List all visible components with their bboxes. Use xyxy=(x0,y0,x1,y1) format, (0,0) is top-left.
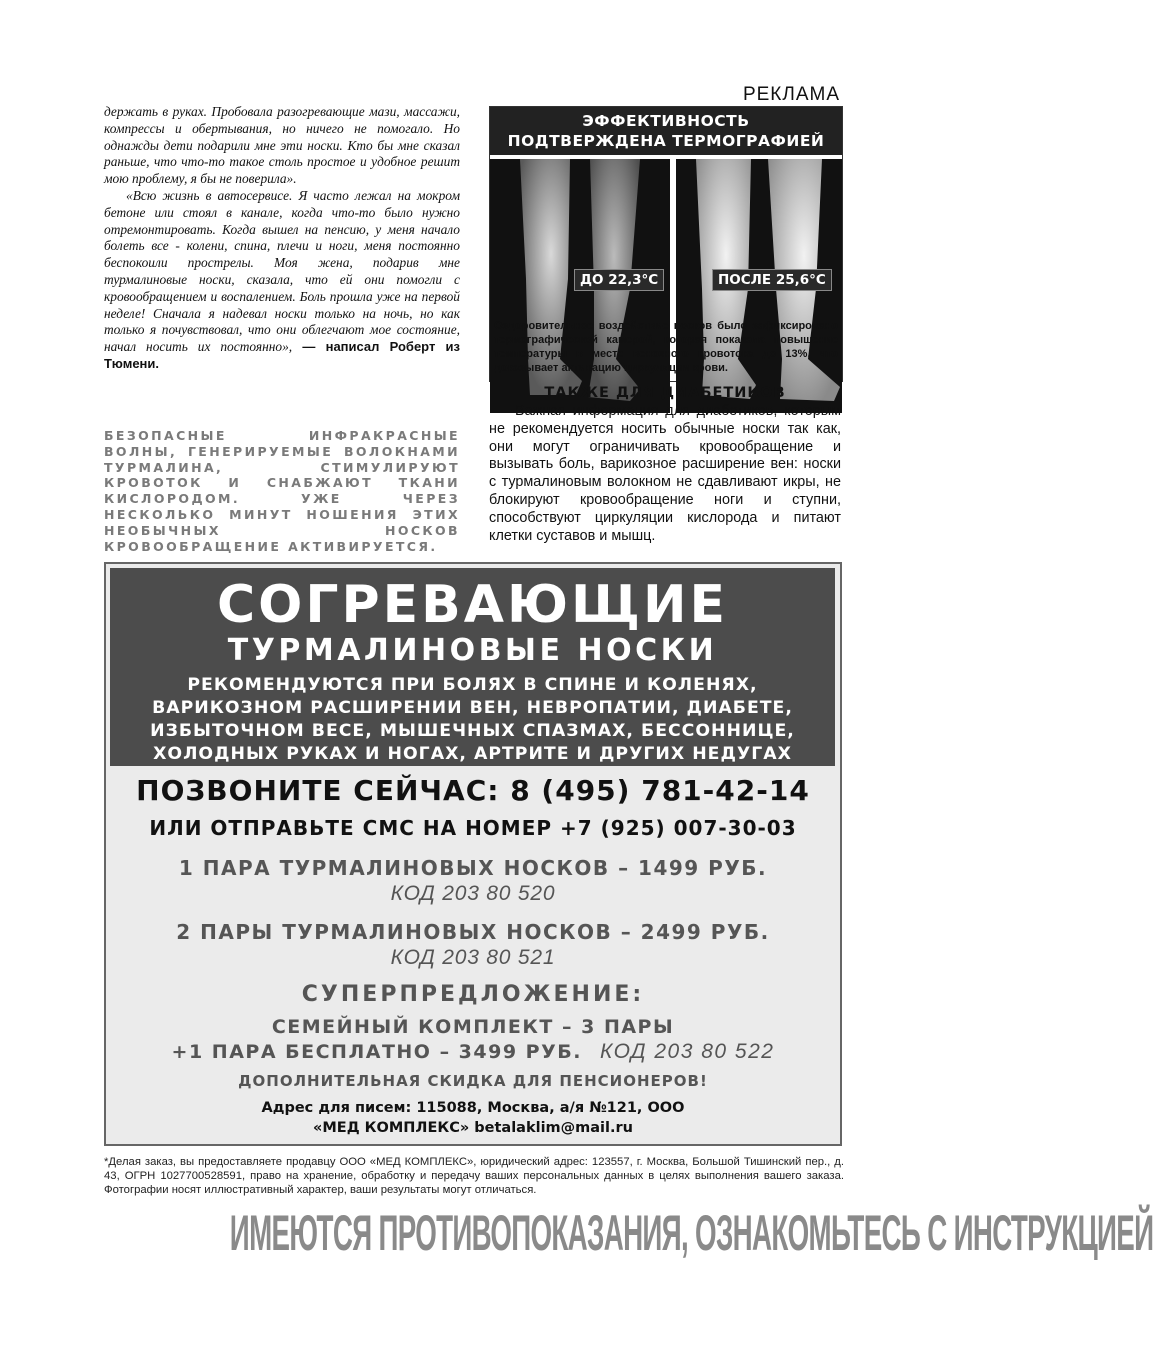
advertisement-label: РЕКЛАМА xyxy=(742,84,840,105)
recommendations xyxy=(110,674,835,766)
thermography-caption: Оздоровительное воздействие носков было зафиксировано термографической камерой, которая показала повышение температуры в месте венозного кровотока до 13%, что доказывает активацию циркуляции крови. xyxy=(494,320,838,374)
testimonial-quote: «Всю жизнь в автосервисе. Я часто лежал на мокром бетоне или стоял в канале, когда что-то было нужно отремонтировать. Когда вышел на пенсию, у меня начало болеть все - колени, спина, плечи и ноги, меня постоянно беспокоили прострелы. Моя жена, подарив мне турмалиновые носки, сказала, что ей они помогли с кровообращением и воспалением. Боль прошла уже на первой неделе! Сначала я надевал носки только на ночь, но как только я почувствовал, что они облегчают мое состояние, начал носить их постоянно», xyxy=(104,187,460,355)
code-1-pair: КОД 203 80 520 xyxy=(390,882,556,905)
diabetics-heading: ТАКЖЕ ДЛЯ ДИАБЕТИКОВ xyxy=(544,385,786,401)
thermography-title-line-1: ЭФФЕКТИВНОСТЬ xyxy=(582,112,750,130)
price-1-pair: 1 ПАРА ТУРМАЛИНОВЫХ НОСКОВ – 1499 РУБ. xyxy=(178,856,768,880)
contraindications-warning: ИМЕЮТСЯ ПРОТИВОПОКАЗАНИЯ, ОЗНАКОМЬТЕСЬ С ИНСТРУКЦИЕЙ xyxy=(229,1204,1153,1261)
testimonial-paragraph-1: держать в руках. Пробовала разогревающие мази, массажи, компрессы и обертывания, но ничего не помогало. Но однажды дети подарили мне эти носки. Кто бы мне сказал раньше, что что-то такое столь простое и удобное решит мою проблему, я бы не поверила». xyxy=(104,104,460,187)
offer-title: СОГРЕВАЮЩИЕ xyxy=(216,575,729,635)
recommendation-line: ИЗБЫТОЧНОМ ВЕСЕ, МЫШЕЧНЫХ СПАЗМАХ, БЕССОННИЦЕ, xyxy=(150,721,795,741)
diabetics-text xyxy=(489,403,841,545)
code-2-pairs: КОД 203 80 521 xyxy=(390,946,556,969)
family-price: +1 ПАРА БЕСПЛАТНО – 3499 РУБ. xyxy=(171,1041,582,1063)
thermography-title-line-2: ПОДТВЕРЖДЕНА ТЕРМОГРАФИЕЙ xyxy=(507,132,825,150)
after-temp-label: ПОСЛЕ 25,6°С xyxy=(712,269,832,291)
offer-subtitle: ТУРМАЛИНОВЫЕ НОСКИ xyxy=(227,633,718,668)
fine-print: *Делая заказ, вы предоставляете продавцу ООО «МЕД КОМПЛЕКС», юридический адрес: 123557, г. Москва, Большой Тишинский пер., д. 43, ОГРН 1027700528591, право на хранение, обработку и передачу ваших персональных данных в целях выполнения вашего заказа. Фотографии носят иллюстративный характер, ваши результаты могут отличаться. xyxy=(104,1156,844,1196)
diabetics-paragraph: Важная информация для диабетиков, которым не рекомендуется носить обычные носки так как, они могут ограничивать кровообращение и вызывать боль, варикозное расширение вен: носки с турмалиновым волокном не сдавливают икры, не блокируют кровообращение ноги и ступни, способствуют циркуляции кислорода и питают клетки суставов и мышц. xyxy=(489,403,841,544)
offer-header xyxy=(110,568,835,766)
recommendation-line: ХОЛОДНЫХ РУКАХ И НОГАХ, АРТРИТЕ И ДРУГИХ НЕДУГАХ xyxy=(153,744,792,764)
family-code: КОД 203 80 522 xyxy=(599,1040,775,1063)
testimonial-column xyxy=(104,104,460,373)
recommendation-line: РЕКОМЕНДУЮТСЯ ПРИ БОЛЯХ В СПИНЕ И КОЛЕНЯХ, xyxy=(187,675,758,695)
thermography-title xyxy=(490,107,842,155)
testimonial-signature: — написал Роберт из Тюмени. xyxy=(104,339,461,371)
company-email: «МЕД КОМПЛЕКС» betalaklim@mail.ru xyxy=(313,1120,633,1136)
recommendation-line: ВАРИКОЗНОМ РАСШИРЕНИИ ВЕН, НЕВРОПАТИИ, ДИАБЕТЕ, xyxy=(152,698,793,718)
offer-box xyxy=(104,562,842,1146)
family-set: СЕМЕЙНЫЙ КОМПЛЕКТ – 3 ПАРЫ xyxy=(271,1016,675,1038)
mail-address: Адрес для писем: 115088, Москва, а/я №121, ООО xyxy=(261,1100,685,1116)
price-2-pairs: 2 ПАРЫ ТУРМАЛИНОВЫХ НОСКОВ – 2499 РУБ. xyxy=(176,920,770,944)
call-phone: ПОЗВОНИТЕ СЕЙЧАС: 8 (495) 781-42-14 xyxy=(136,774,810,807)
pensioner-discount: ДОПОЛНИТЕЛЬНАЯ СКИДКА ДЛЯ ПЕНСИОНЕРОВ! xyxy=(238,1072,708,1090)
before-temp-label: ДО 22,3°С xyxy=(574,269,664,291)
family-set-price xyxy=(106,1040,840,1064)
thermography-panel xyxy=(489,106,843,382)
testimonial-paragraph-2 xyxy=(104,188,460,373)
infrared-claim: БЕЗОПАСНЫЕ ИНФРАКРАСНЫЕ ВОЛНЫ, ГЕНЕРИРУЕМЫЕ ВОЛОКНАМИ ТУРМАЛИНА, СТИМУЛИРУЮТ КРОВОТОК И СНАБЖАЮТ ТКАНИ КИСЛОРОДОМ. УЖЕ ЧЕРЕЗ НЕСКОЛЬКО МИНУТ НОШЕНИЯ ЭТИХ НЕОБЫЧНЫХ НОСКОВ КРОВООБРАЩЕНИЕ АКТИВИРУЕТСЯ. xyxy=(104,428,460,554)
super-offer-heading: СУПЕРПРЕДЛОЖЕНИЕ: xyxy=(301,982,645,1007)
sms-phone: ИЛИ ОТПРАВЬТЕ СМС НА НОМЕР +7 (925) 007-30-03 xyxy=(149,816,797,840)
